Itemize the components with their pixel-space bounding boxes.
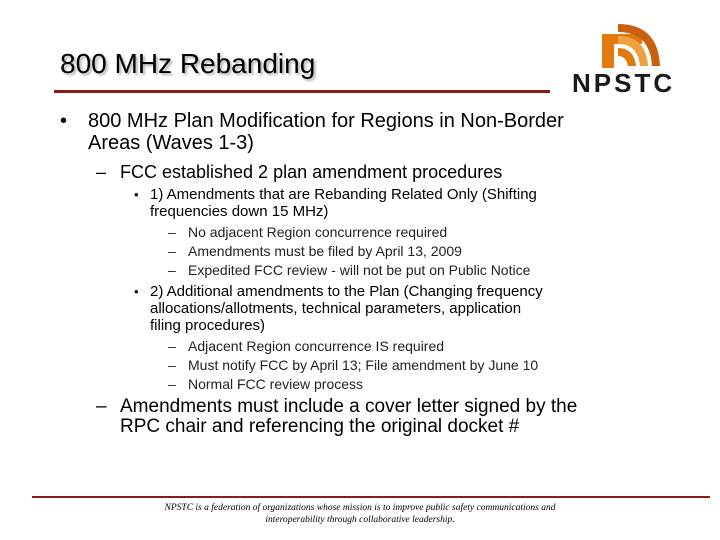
- dash-mark: –: [168, 243, 176, 259]
- dash-mark: –: [168, 262, 176, 278]
- bullet-mark: •: [134, 187, 139, 202]
- bullet-text: 800 MHz Plan Modification for Regions in Non-Border Areas (Waves 1-3): [88, 110, 564, 154]
- bullet-mark: •: [134, 284, 139, 299]
- bullet-text: 1) Amendments that are Rebanding Related Only (Shifting frequencies down 15 MHz): [150, 186, 537, 220]
- bullet-text: Expedited FCC review - will not be put on Public Notice: [188, 262, 531, 278]
- dash-mark: –: [168, 224, 176, 240]
- bullet-text: Adjacent Region concurrence IS required: [188, 338, 445, 354]
- bullet-text: Amendments must include a cover letter signed by the RPC chair and referencing the original docket #: [120, 396, 578, 437]
- footer-divider: [32, 496, 710, 498]
- dash-mark: –: [168, 338, 176, 354]
- title-divider: [54, 90, 550, 93]
- bullet-text: 2) Additional amendments to the Plan (Changing frequency allocations/allotments, technical parameters, application filing procedures): [150, 283, 543, 334]
- bullet-text: Normal FCC review process: [188, 376, 364, 392]
- bullet-text: No adjacent Region concurrence required: [188, 224, 448, 240]
- dash-mark: –: [168, 376, 176, 392]
- dash-mark: –: [96, 162, 107, 182]
- bullet-text: Must notify FCC by April 13; File amendment by June 10: [188, 357, 539, 373]
- footer-text: NPSTC is a federation of organizations whose mission is to improve public safety communications and interoperability through collaborative leadership.: [164, 503, 556, 525]
- dash-mark: –: [168, 357, 176, 373]
- logo-wordmark: NPSTC: [572, 68, 676, 98]
- bullet-mark: •: [60, 110, 68, 132]
- dash-mark: –: [96, 396, 107, 417]
- bullet-text: Amendments must be filed by April 13, 2009: [188, 243, 462, 259]
- slide-title: 800 MHz Rebanding: [60, 48, 316, 79]
- bullet-text: FCC established 2 plan amendment procedures: [120, 162, 503, 182]
